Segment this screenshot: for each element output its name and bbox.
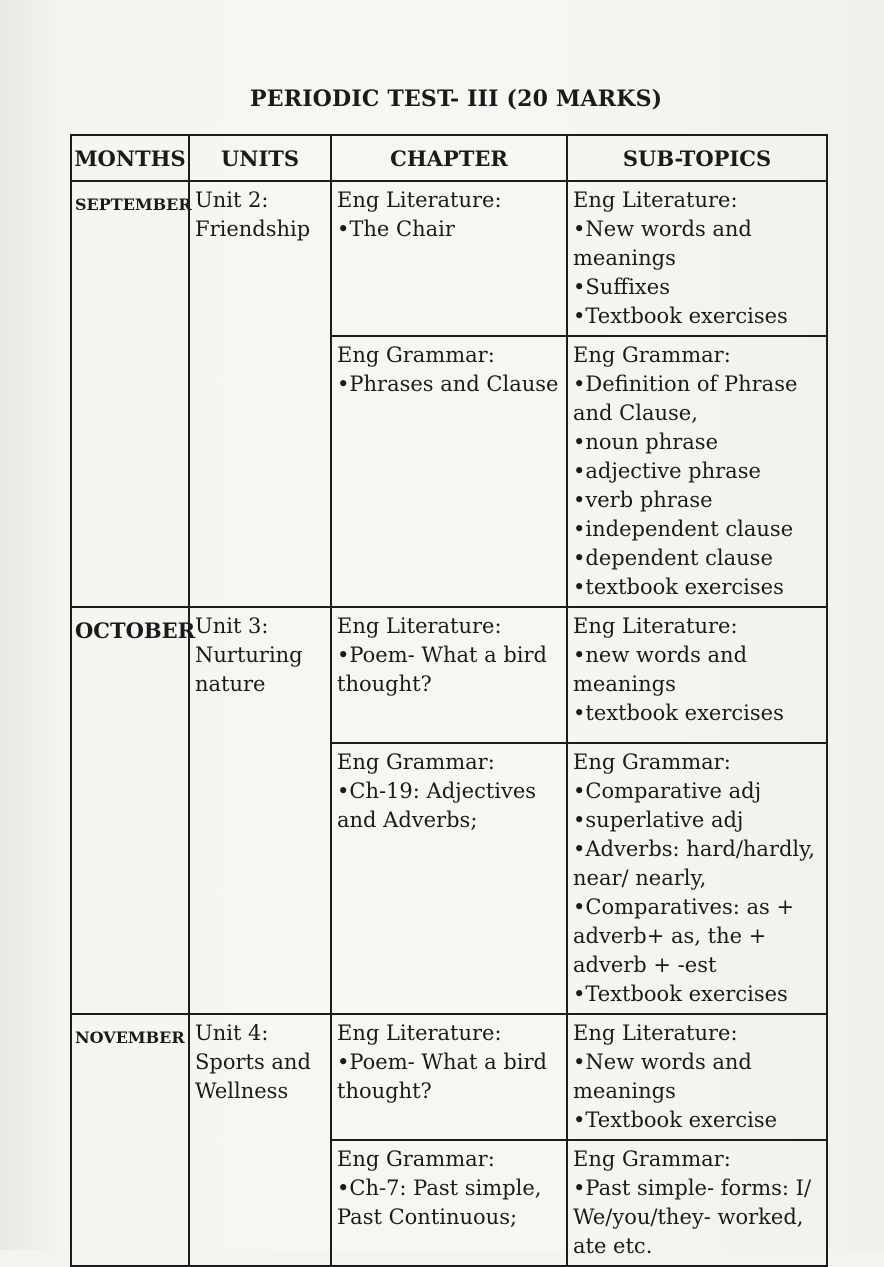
chapter-item: •Ch-7: Past simple, Past Continuous; (337, 1176, 542, 1229)
unit-number: Unit 2: (195, 188, 269, 212)
month-cell-october: OCTOBER (71, 607, 189, 1014)
chapter-cell (331, 1014, 567, 1140)
subtopic-item: •Textbook exercises (573, 304, 788, 328)
subtopics-cell (567, 1014, 827, 1140)
table-row (71, 607, 827, 743)
subtopic-item: •noun phrase (573, 430, 719, 454)
subtopic-item: •Textbook exercises (573, 982, 788, 1006)
table-row (71, 181, 827, 336)
subtopic-item: •dependent clause (573, 546, 773, 570)
chapter-cell (331, 181, 567, 336)
chapter-item: •Poem- What a bird thought? (337, 1050, 547, 1103)
unit-name: Friendship (195, 217, 311, 241)
subtopic-heading: Eng Literature: (573, 614, 738, 638)
chapter-item: •Ch-19: Adjectives and Adverbs; (337, 779, 537, 832)
month-cell-september: SEPTEMBER (71, 181, 189, 607)
unit-name: nature (195, 672, 266, 696)
subtopics-cell (567, 743, 827, 1014)
subtopics-cell (567, 607, 827, 743)
unit-cell-november (189, 1014, 331, 1266)
subtopic-heading: Eng Grammar: (573, 750, 731, 774)
syllabus-table (70, 134, 828, 1267)
header-row (71, 135, 827, 181)
chapter-cell (331, 336, 567, 607)
unit-number: Unit 4: (195, 1021, 269, 1045)
subtopic-item: •verb phrase (573, 488, 713, 512)
subtopics-cell (567, 1140, 827, 1266)
unit-cell-october (189, 607, 331, 1014)
subtopic-item: •new words and meanings (573, 643, 748, 696)
subtopic-item: •Comparative adj (573, 779, 762, 803)
header-chapter: CHAPTER (331, 135, 567, 181)
subtopic-item: •Textbook exercise (573, 1108, 778, 1132)
chapter-heading: Eng Grammar: (337, 750, 495, 774)
chapter-heading: Eng Literature: (337, 1021, 502, 1045)
header-subtopics: SUB-TOPICS (567, 135, 827, 181)
subtopic-heading: Eng Grammar: (573, 1147, 731, 1171)
unit-cell-september (189, 181, 331, 607)
subtopic-heading: Eng Literature: (573, 188, 738, 212)
subtopic-item: •Suffixes (573, 275, 670, 299)
subtopic-item: •textbook exercises (573, 701, 784, 725)
month-cell-november: NOVEMBER (71, 1014, 189, 1266)
subtopic-item: •Past simple- forms: I/ We/you/they- worked, ate etc. (573, 1176, 812, 1258)
unit-name: Wellness (195, 1079, 289, 1103)
unit-number: Unit 3: (195, 614, 269, 638)
chapter-heading: Eng Literature: (337, 614, 502, 638)
chapter-cell (331, 743, 567, 1014)
subtopic-item: •New words and meanings (573, 217, 752, 270)
chapter-item: •The Chair (337, 217, 455, 241)
subtopic-item: •independent clause (573, 517, 794, 541)
subtopic-item: •superlative adj (573, 808, 744, 832)
subtopic-item: •Comparatives: as + adverb+ as, the + adverb + -est (573, 895, 795, 977)
chapter-heading: Eng Grammar: (337, 1147, 495, 1171)
page-title: PERIODIC TEST- III (20 MARKS) (250, 86, 663, 112)
subtopic-item: •Definition of Phrase and Clause, (573, 372, 798, 425)
subtopics-cell (567, 336, 827, 607)
unit-name: Nurturing (195, 643, 303, 667)
table-row (71, 1014, 827, 1140)
unit-name: Sports and (195, 1050, 311, 1074)
subtopics-cell (567, 181, 827, 336)
subtopic-item: •textbook exercises (573, 575, 784, 599)
subtopic-heading: Eng Grammar: (573, 343, 731, 367)
chapter-heading: Eng Grammar: (337, 343, 495, 367)
subtopic-item: •New words and meanings (573, 1050, 752, 1103)
chapter-cell (331, 1140, 567, 1266)
subtopic-heading: Eng Literature: (573, 1021, 738, 1045)
header-months: MONTHS (71, 135, 189, 181)
chapter-heading: Eng Literature: (337, 188, 502, 212)
header-units: UNITS (189, 135, 331, 181)
chapter-item: •Poem- What a bird thought? (337, 643, 547, 696)
subtopic-item: •Adverbs: hard/hardly, near/ nearly, (573, 837, 815, 890)
chapter-item: •Phrases and Clause (337, 372, 559, 396)
subtopic-item: •adjective phrase (573, 459, 761, 483)
chapter-cell (331, 607, 567, 743)
